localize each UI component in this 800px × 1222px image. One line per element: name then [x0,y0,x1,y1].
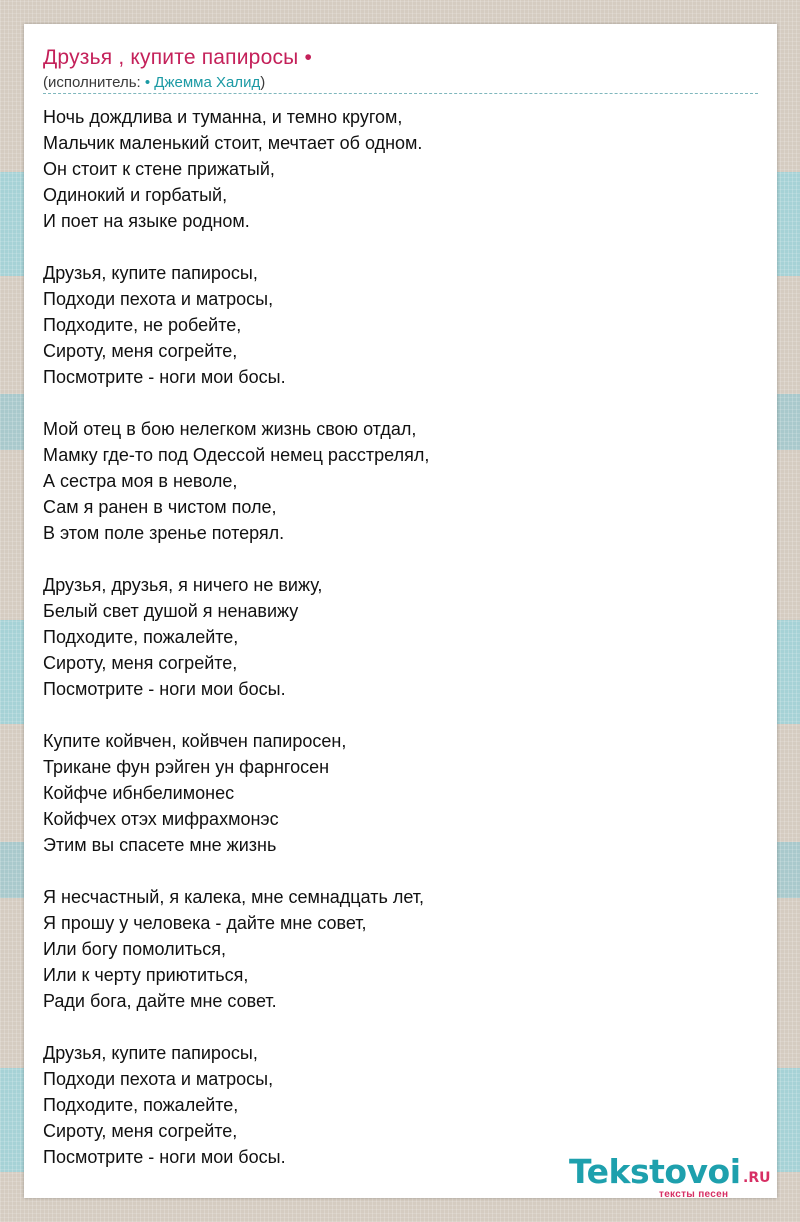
lyric-line: Ночь дождлива и туманна, и темно кругом, [43,107,403,127]
lyric-line: Мамку где-то под Одессой немец расстрелял, [43,445,430,465]
lyric-line: Сироту, меня согрейте, [43,341,238,361]
lyric-line: И поет на языке родном. [43,211,250,231]
lyric-line: Или богу помолиться, [43,939,227,959]
logo-wordmark: Tekstovoi [569,1152,741,1191]
lyric-line: Этим вы спасете мне жизнь [43,835,277,855]
header-divider [43,93,758,94]
lyric-line: Посмотрите - ноги мои босы. [43,367,286,387]
performer-prefix: (исполнитель: [43,74,145,91]
lyric-line: Подходите, пожалейте, [43,627,239,647]
stanza [43,884,429,1014]
lyric-line: Ради бога, дайте мне совет. [43,991,277,1011]
lyric-line: В этом поле зренье потерял. [43,523,285,543]
lyric-line: Я несчастный, я калека, мне семнадцать лет, [43,887,425,907]
lyric-line: Подходите, пожалейте, [43,1095,239,1115]
site-logo[interactable] [569,1152,774,1202]
lyric-line: Мальчик маленький стоит, мечтает об одном. [43,133,423,153]
lyric-line: Белый свет душой я ненавижу [43,601,299,621]
lyric-line: Или к черту приютиться, [43,965,249,985]
lyric-line: Подходи пехота и матросы, [43,289,274,309]
lyric-line: Койфчех отэх мифрахмонэс [43,809,279,829]
lyric-line: Друзья, купите папиросы, [43,1043,258,1063]
lyric-line: Сироту, меня согрейте, [43,1121,238,1141]
artist-link[interactable]: • Джемма Халид [144,74,261,91]
lyric-line: Подходи пехота и матросы, [43,1069,274,1089]
lyric-line: Сам я ранен в чистом поле, [43,497,277,517]
performer-line [43,74,265,91]
lyric-line: Посмотрите - ноги мои босы. [43,1147,286,1167]
stanza [43,572,429,702]
lyric-line: Я прошу у человека - дайте мне совет, [43,913,367,933]
lyric-line: Посмотрите - ноги мои босы. [43,679,286,699]
lyric-line: Друзья, купите папиросы, [43,263,258,283]
lyrics-body [43,104,429,1170]
stanza [43,104,429,234]
lyric-line: Подходите, не робейте, [43,315,242,335]
lyric-line: Койфче ибнбелимонес [43,783,235,803]
lyric-line: Друзья, друзья, я ничего не вижу, [43,575,323,595]
song-title: Друзья , купите папиросы • [43,46,313,69]
performer-suffix: ) [260,74,266,91]
lyrics-card [24,24,777,1198]
stanza [43,416,429,546]
stanza [43,260,429,390]
lyric-line: А сестра моя в неволе, [43,471,238,491]
lyric-line: Одинокий и горбатый, [43,185,228,205]
lyric-line: Трикане фун рэйген ун фарнгосен [43,757,330,777]
lyric-line: Мой отец в бою нелегком жизнь свою отдал, [43,419,417,439]
lyric-line: Сироту, меня согрейте, [43,653,238,673]
lyric-line: Он стоит к стене прижатый, [43,159,275,179]
stanza [43,1040,429,1170]
stanza [43,728,429,858]
logo-tld: .RU [743,1170,771,1186]
lyric-line: Купите койвчен, койвчен папиросен, [43,731,347,751]
logo-tagline: тексты песен [659,1189,729,1200]
